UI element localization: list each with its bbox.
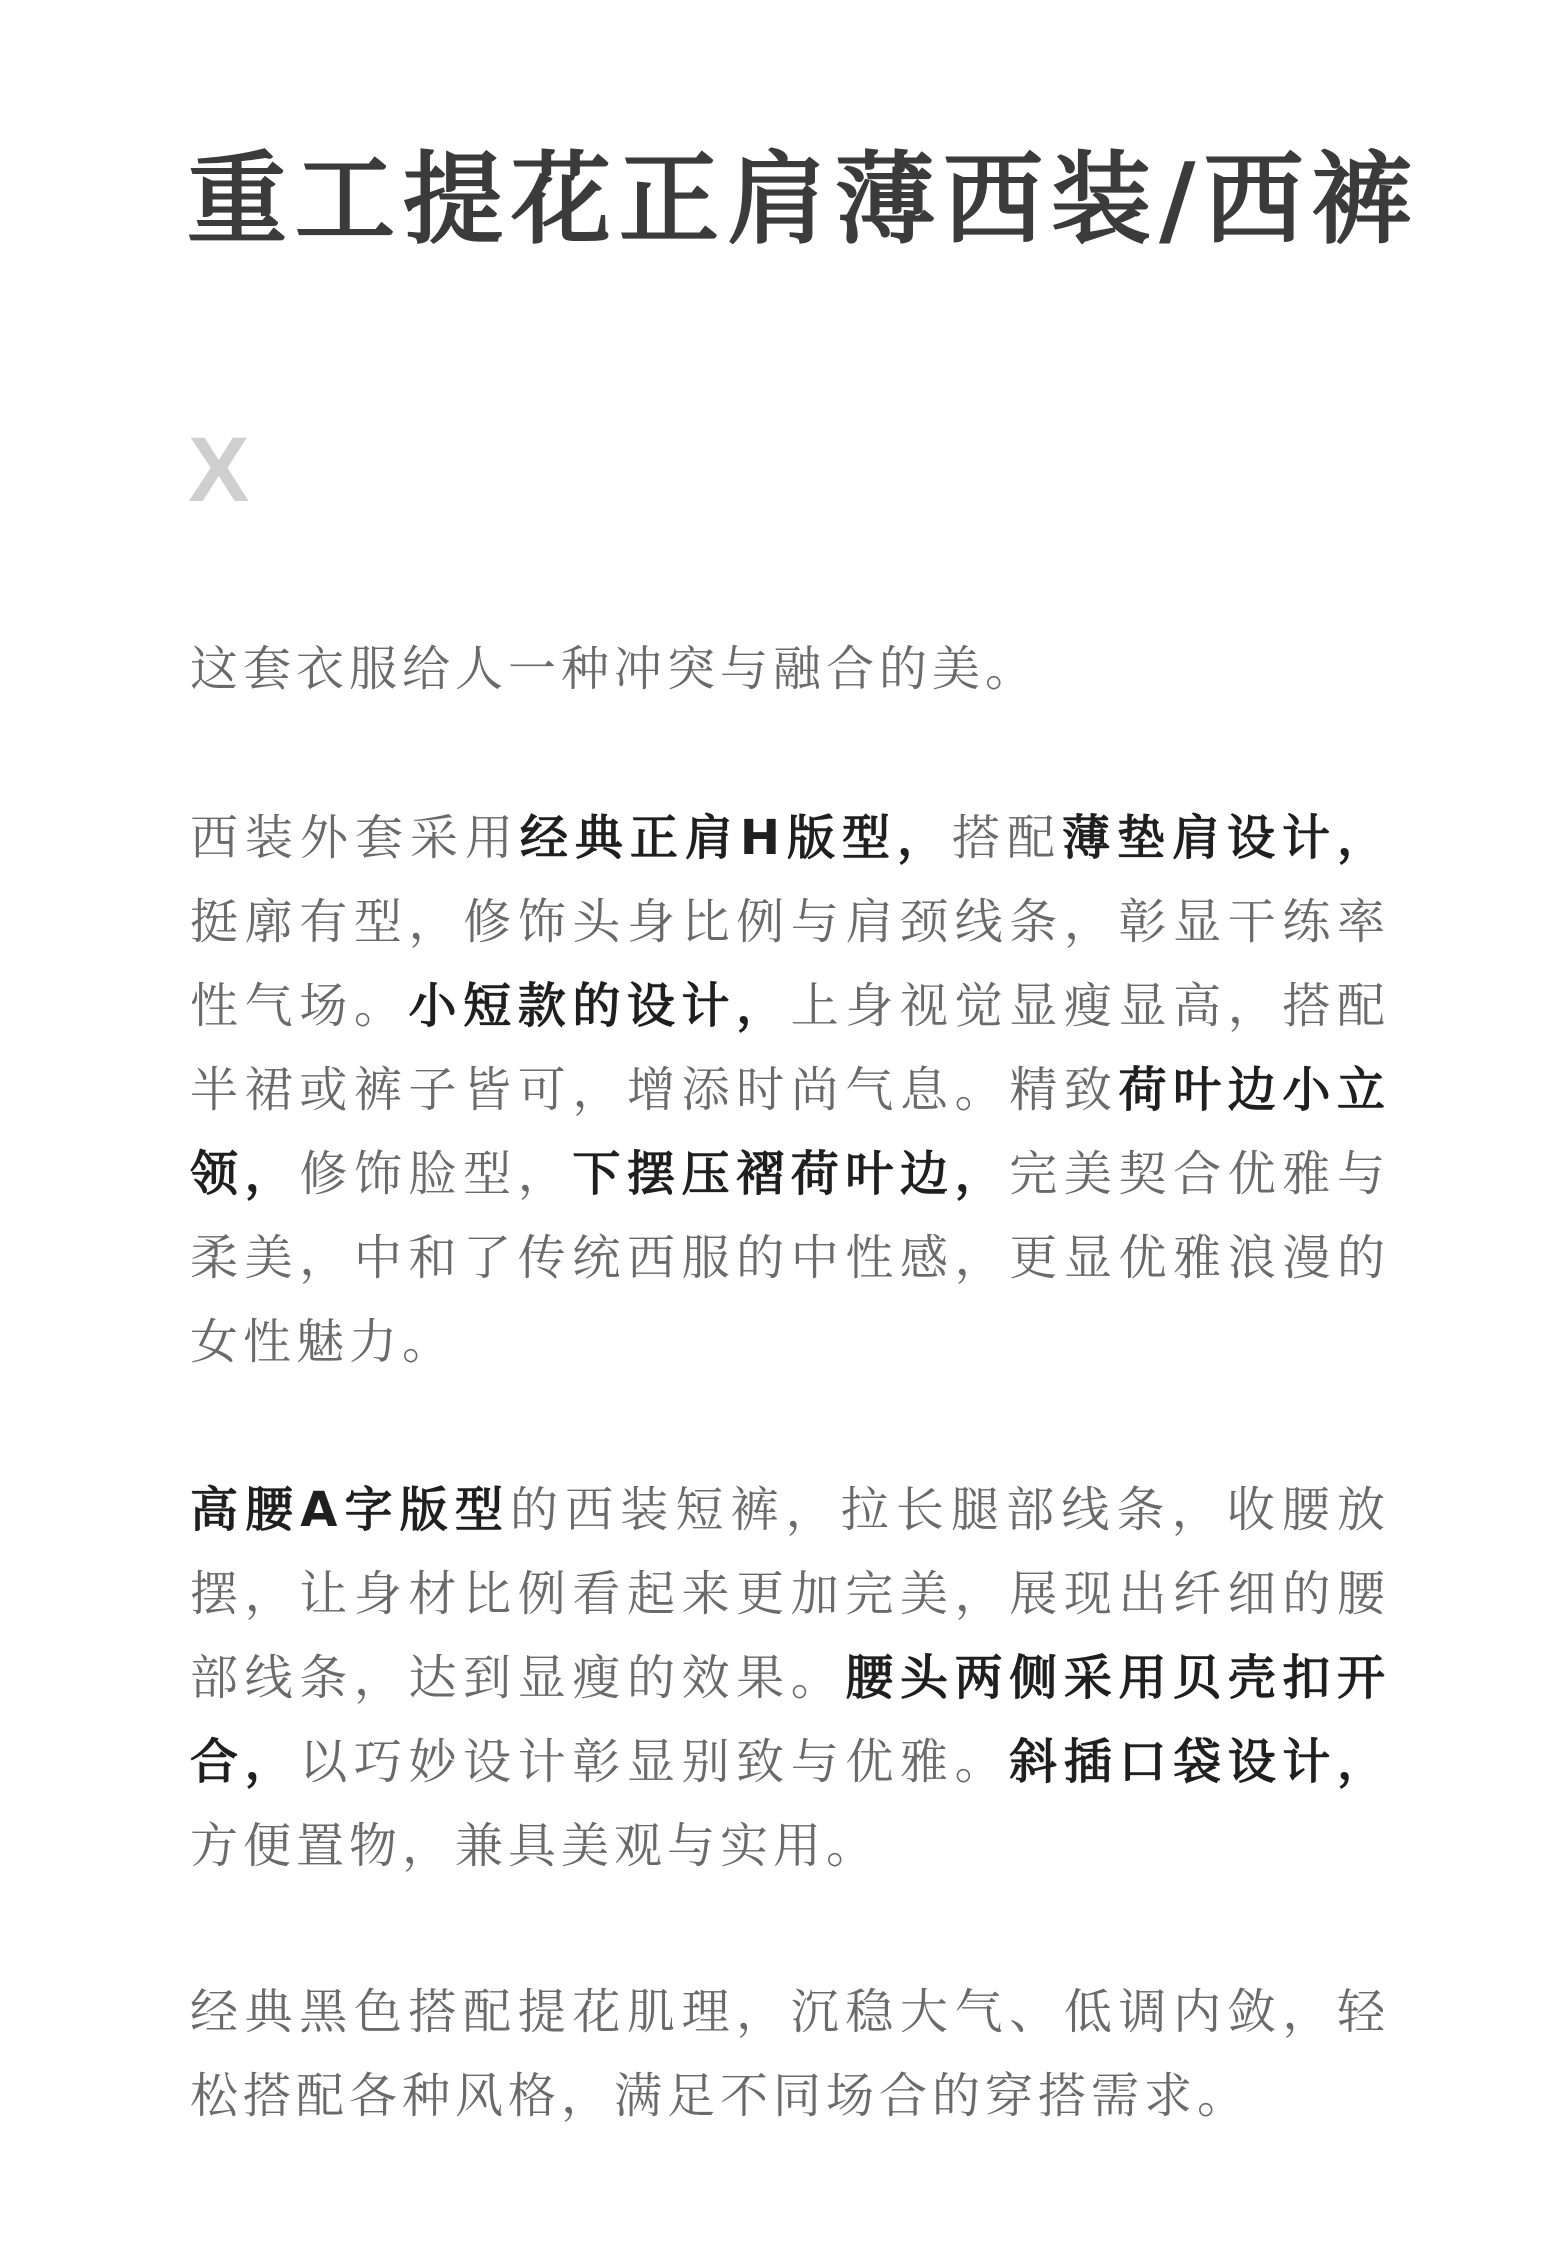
jacket-paragraph — [190, 796, 1390, 1384]
jacket-text-4: 上身视觉显瘦显高，搭配半裙或裤子皆可，增添时尚气息。精致 — [190, 978, 1390, 1118]
jacket-highlight-3: 小短款的设计， — [408, 978, 791, 1034]
shorts-highlight-2: 腰头两侧采用贝壳扣开合， — [190, 1650, 1390, 1790]
jacket-text-3: 挺廓有型，修饰头身比例与肩颈线条，彰显干练率性气场。 — [190, 894, 1390, 1034]
shorts-paragraph — [190, 1468, 1390, 1888]
page-title: 重工提花正肩薄西装/西裤 — [187, 141, 1420, 258]
shorts-highlight-3: 斜插口袋设计， — [1009, 1734, 1390, 1790]
jacket-text-6: 完美契合优雅与柔美，中和了传统西服的中性感，更显优雅浪漫的女性魅力。 — [190, 1146, 1390, 1370]
jacket-text-2: 搭配 — [952, 810, 1063, 866]
jacket-text-5: 修饰脸型， — [299, 1146, 573, 1202]
fabric-paragraph — [190, 1970, 1390, 2138]
shorts-text-3: 方便置物，兼具美观与实用。 — [190, 1818, 880, 1874]
decorative-x-mark: X — [188, 419, 250, 521]
jacket-highlight-4: 荷叶边小立领， — [190, 1062, 1390, 1202]
jacket-highlight-2: 薄垫肩设计， — [1062, 810, 1390, 866]
fabric-text: 经典黑色搭配提花肌理，沉稳大气、低调内敛，轻松搭配各种风格，满足不同场合的穿搭需求。 — [190, 1984, 1390, 2124]
shorts-text-1: 的西装短裤，拉长腿部线条，收腰放摆，让身材比例看起来更加完美，展现出纤细的腰部线条，达到显瘦的效果。 — [190, 1482, 1390, 1706]
intro-paragraph — [190, 627, 1390, 711]
shorts-highlight-1: 高腰A字版型 — [190, 1482, 510, 1538]
jacket-highlight-1: 经典正肩H版型， — [519, 810, 953, 866]
jacket-text-1: 西装外套采用 — [190, 810, 520, 866]
jacket-highlight-5: 下摆压褶荷叶边， — [572, 1146, 1010, 1202]
intro-text: 这套衣服给人一种冲突与融合的美。 — [190, 641, 1039, 697]
shorts-text-2: 以巧妙设计彰显别致与优雅。 — [299, 1734, 1010, 1790]
